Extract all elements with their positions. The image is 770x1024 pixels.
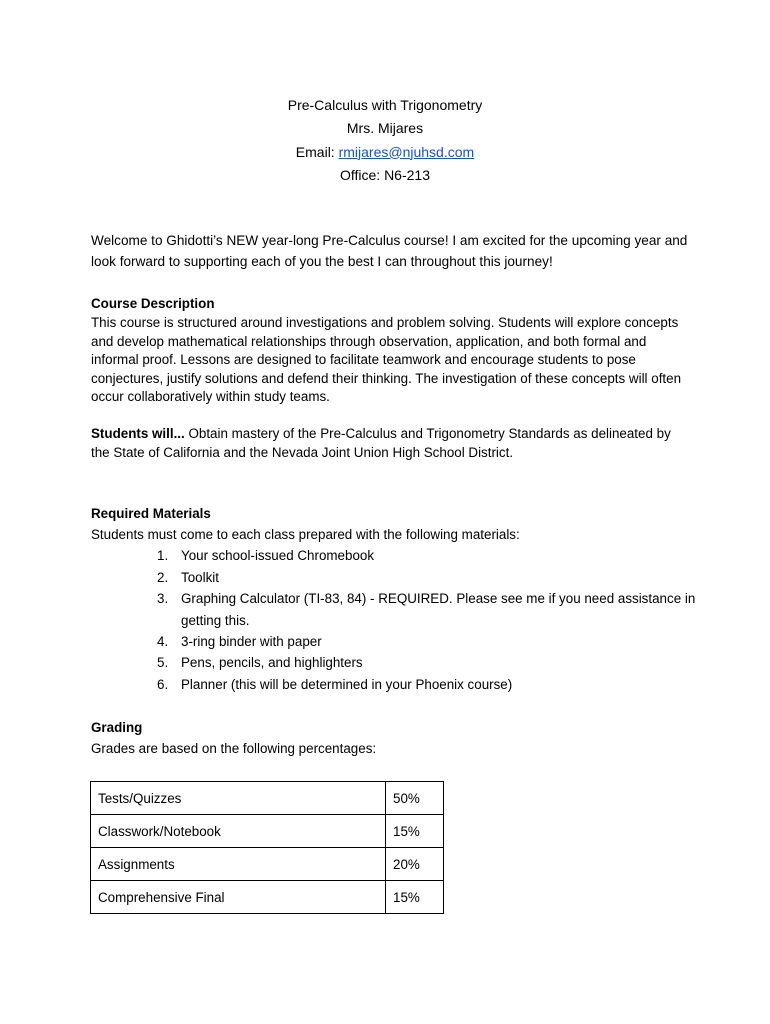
required-materials-heading: Required Materials	[91, 506, 211, 521]
syllabus-header	[0, 94, 770, 187]
list-item-number: 6.	[157, 676, 169, 692]
list-item	[91, 588, 701, 631]
grade-percent: 50%	[386, 782, 444, 815]
email-link[interactable]: rmijares@njuhsd.com	[338, 143, 475, 160]
table-row	[91, 815, 444, 848]
grade-category: Tests/Quizzes	[91, 782, 386, 815]
list-item	[91, 631, 701, 652]
list-item	[91, 545, 701, 566]
list-item	[91, 567, 701, 588]
office-location: Office: N6-213	[339, 166, 430, 183]
course-description-heading: Course Description	[91, 296, 215, 311]
list-item-text: Planner (this will be determined in your Phoenix course)	[181, 676, 513, 692]
list-item-number: 5.	[157, 655, 169, 671]
email-label: Email:	[295, 143, 339, 160]
welcome-paragraph: Welcome to Ghidotti’s NEW year-long Pre-Calculus course! I am excited for the upcoming year and look forward to supporting each of you the best I can throughout this journey!	[91, 233, 688, 269]
table-row	[91, 848, 444, 881]
teacher-name: Mrs. Mijares	[346, 120, 424, 137]
materials-list	[91, 545, 696, 695]
table-row	[91, 881, 444, 914]
required-materials-section	[91, 504, 696, 695]
list-item	[91, 652, 701, 673]
email-line	[0, 141, 770, 164]
grading-intro: Grades are based on the following percentages:	[91, 741, 377, 756]
list-item-text: Graphing Calculator (TI-83, 84) - REQUIRED. Please see me if you need assistance in getting this.	[181, 591, 696, 628]
grade-category: Comprehensive Final	[91, 881, 386, 914]
list-item	[91, 674, 701, 695]
grade-category: Assignments	[91, 848, 386, 881]
course-description-section	[91, 294, 691, 407]
course-description-text: This course is structured around investigations and problem solving. Students will explore concepts and develop mathematical relationships through observation, application, and both formal and informal proof. Lessons are designed to facilitate teamwork and encourage students to pose conjectures, justify solutions and defend their thinking. The investigation of these concepts will often occur collaboratively within study teams.	[91, 315, 682, 405]
list-item-text: Toolkit	[181, 569, 219, 585]
grading-section	[91, 718, 691, 759]
grade-category: Classwork/Notebook	[91, 815, 386, 848]
course-title: Pre-Calculus with Trigonometry	[287, 97, 483, 113]
students-will-lead: Students will...	[91, 426, 185, 441]
grading-table	[90, 781, 444, 914]
students-will-section	[91, 425, 691, 462]
list-item-number: 4.	[157, 634, 169, 650]
grade-percent: 15%	[386, 881, 444, 914]
list-item-text: 3-ring binder with paper	[181, 634, 322, 650]
list-item-number: 2.	[157, 569, 169, 585]
grade-percent: 15%	[386, 815, 444, 848]
grade-percent: 20%	[386, 848, 444, 881]
list-item-number: 1.	[157, 548, 169, 564]
required-materials-intro: Students must come to each class prepared with the following materials:	[91, 527, 520, 542]
list-item-number: 3.	[157, 591, 169, 607]
grading-heading: Grading	[91, 720, 143, 735]
list-item-text: Your school-issued Chromebook	[181, 548, 375, 564]
students-will-text: Obtain mastery of the Pre-Calculus and Trigonometry Standards as delineated by the State of California and the Nevada Joint Union High School District.	[91, 426, 671, 460]
list-item-text: Pens, pencils, and highlighters	[181, 655, 363, 671]
table-row	[91, 782, 444, 815]
